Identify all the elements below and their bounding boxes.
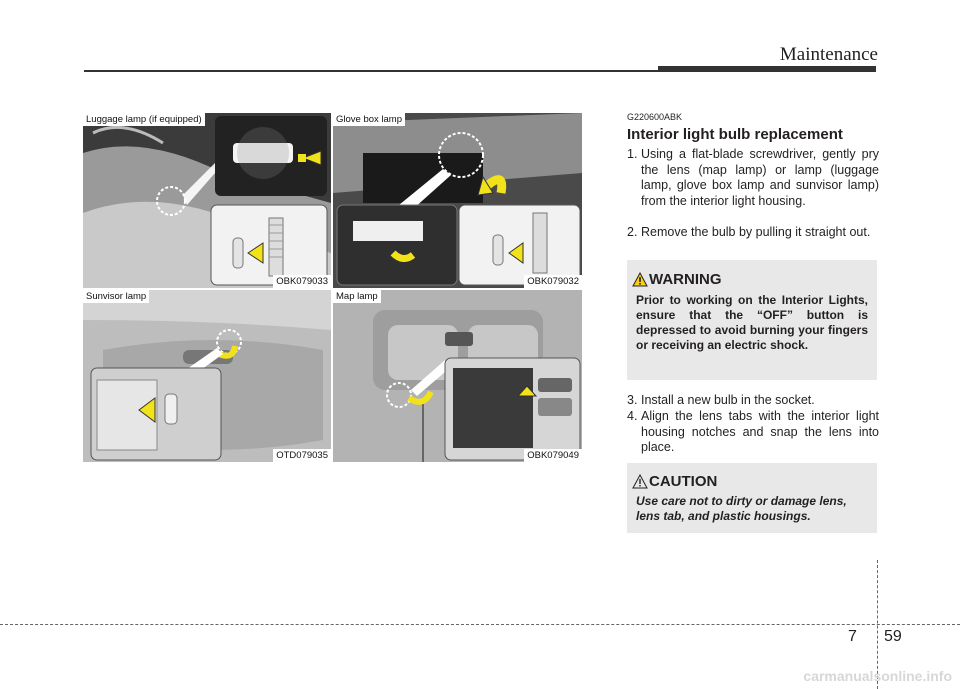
section-heading: Interior light bulb replacement xyxy=(627,126,843,143)
step-item xyxy=(627,147,879,209)
step-item xyxy=(627,409,879,456)
luggage-lamp-illustration xyxy=(83,113,331,288)
step-number: 3. xyxy=(627,393,638,407)
luggage-lamp-code: OBK079033 xyxy=(273,275,331,288)
step-text: Install a new bulb in the socket. xyxy=(641,393,815,407)
step-number: 2. xyxy=(627,225,638,239)
map-lamp-label: Map lamp xyxy=(333,290,381,303)
glovebox-lamp-code: OBK079032 xyxy=(524,275,582,288)
sunvisor-lamp-figure xyxy=(83,290,331,462)
warning-body: Prior to working on the Interior Lights, ensure that the “OFF” button is depressed to avoid burning your fingers or receiving an electric shock. xyxy=(636,293,868,352)
step-text: Align the lens tabs with the interior light housing notches and snap the lens into place. xyxy=(641,409,879,454)
glovebox-lamp-illustration xyxy=(333,113,582,288)
step-item xyxy=(627,225,879,241)
caution-box xyxy=(627,463,877,533)
map-lamp-illustration xyxy=(333,290,582,462)
glovebox-lamp-label: Glove box lamp xyxy=(333,113,405,126)
glovebox-lamp-figure xyxy=(333,113,582,288)
step-text: Remove the bulb by pulling it straight out. xyxy=(641,225,871,239)
watermark: carmanualsonline.info xyxy=(803,668,952,684)
header-rule xyxy=(84,70,658,72)
sunvisor-lamp-label: Sunvisor lamp xyxy=(83,290,149,303)
map-lamp-figure xyxy=(333,290,582,462)
step-number: 4. xyxy=(627,409,638,423)
step-number: 1. xyxy=(627,147,638,161)
warning-icon xyxy=(632,272,648,287)
map-lamp-code: OBK079049 xyxy=(524,449,582,462)
step-item xyxy=(627,393,879,409)
caution-body: Use care not to dirty or damage lens, lens tab, and plastic housings. xyxy=(636,494,847,523)
sunvisor-lamp-illustration xyxy=(83,290,331,462)
luggage-lamp-label: Luggage lamp (if equipped) xyxy=(83,113,205,126)
luggage-lamp-figure xyxy=(83,113,331,288)
header-bar xyxy=(658,66,876,72)
caution-icon xyxy=(632,474,648,489)
caution-title: CAUTION xyxy=(649,473,718,490)
footer-rule xyxy=(0,624,960,625)
warning-box xyxy=(627,258,877,380)
page-number: 59 xyxy=(884,628,902,645)
sunvisor-lamp-code: OTD079035 xyxy=(273,449,331,462)
warning-title: WARNING xyxy=(649,271,722,288)
step-text: Using a flat-blade screwdriver, gently pry the lens (map lamp) or lamp (luggage lamp, glove box lamp and sunvisor lamp) from the interior light housing. xyxy=(641,147,879,208)
header-title: Maintenance xyxy=(779,44,878,65)
section-code: G220600ABK xyxy=(627,112,683,122)
chapter-number: 7 xyxy=(848,628,857,645)
